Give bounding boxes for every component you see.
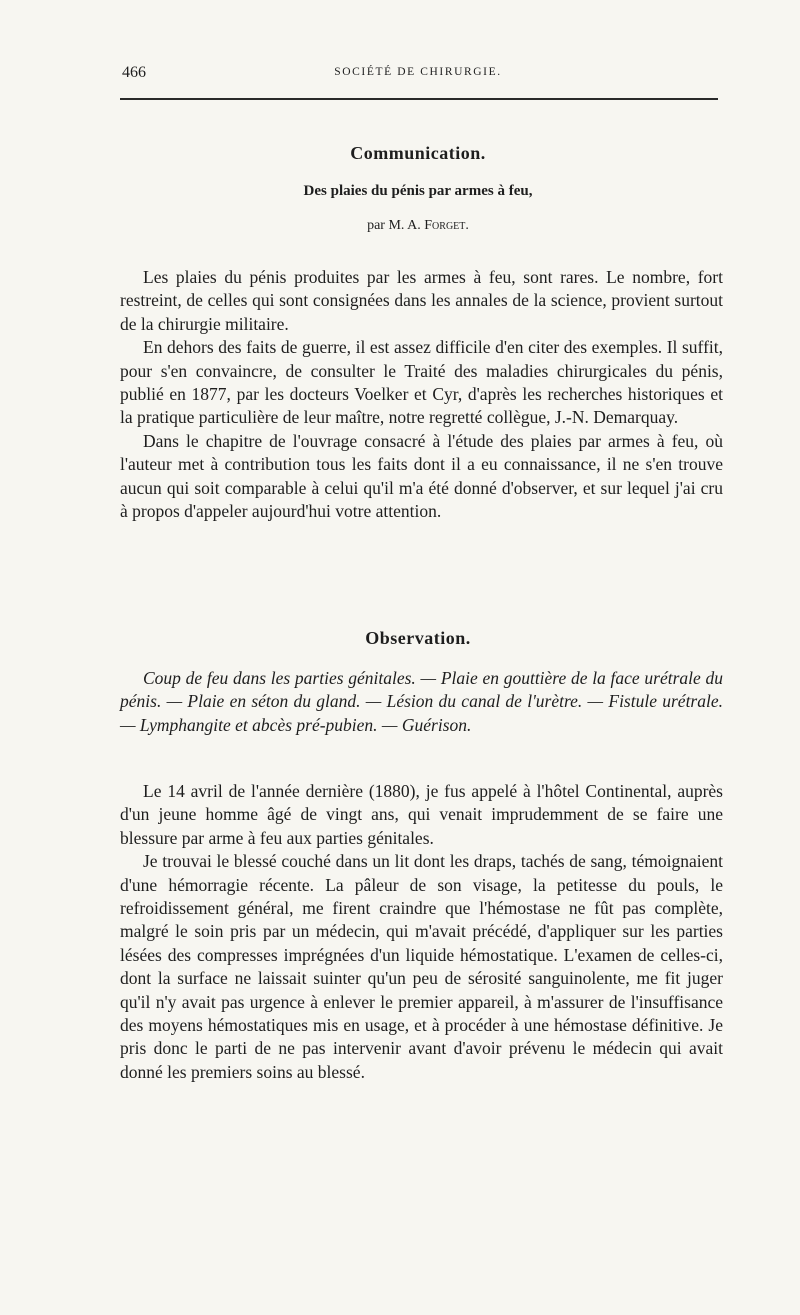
intro-paragraph-3: Dans le chapitre de l'ouvrage consacré à l'étude des plaies par armes à feu, où l'auteur met à contribution tous les faits dont il a eu connaissance, il ne s'en trouve aucun qui soit comparable à celui qu'il m'a été donné d'observer, et sur lequel j'ai cru à propos d'appeler aujourd'hui votre attention. bbox=[120, 430, 723, 522]
observation-summary: Coup de feu dans les parties génitales. — Plaie en gouttière de la face urétrale du pénis. — Plaie en séton du gland. — Lésion du canal de l'urètre. — Fistule urétrale. — Lymphangite et abcès pré-pubien. — Guérison. bbox=[120, 668, 723, 735]
observation-paragraph-1: Le 14 avril de l'année dernière (1880), je fus appelé à l'hôtel Continental, auprès d'un jeune homme âgé de vingt ans, qui venait imprudemment de se faire une blessure par arme à feu aux parties génitales. bbox=[120, 781, 723, 848]
observation-paragraph-2: Je trouvai le blessé couché dans un lit dont les draps, tachés de sang, témoignaient d'une hémorragie récente. La pâleur de son visage, la petitesse du pouls, le refroidissement général, me firent craindre que l'hémostase ne fût pas complète, malgré le soin pris par un médecin, qui m'avait précédé, d'appliquer sur les parties lésées des compresses imprégnées d'un liquide hémostatique. L'examen de celles-ci, dont la surface ne laissait suinter qu'un peu de sérosité sanguinolente, me fit juger qu'il n'y avait pas urgence à enlever le premier appareil, à m'assurer de l'insuffisance des moyens hémostatiques mis en usage, et à procéder à une hémostase définitive. Je pris donc le parti de ne pas intervenir avant d'avoir prévenu le médecin qui avait donné les premiers soins au blessé. bbox=[120, 851, 723, 1082]
observation-heading: Observation. bbox=[365, 628, 471, 648]
observation-summary-block bbox=[120, 667, 723, 737]
communication-heading: Communication. bbox=[350, 143, 486, 163]
header-rule bbox=[120, 98, 718, 100]
byline bbox=[118, 218, 718, 234]
intro-text bbox=[120, 266, 723, 523]
intro-paragraph-2: En dehors des faits de guerre, il est assez difficile d'en citer des exemples. Il suffit, pour s'en convaincre, de consulter le Traité des maladies chirurgicales du pénis, publié en 1877, par les docteurs Voelker et Cyr, d'après les recherches historiques et la pratique particulière de leur maître, notre regretté collègue, J.-N. Demarquay. bbox=[120, 337, 723, 428]
page-number: 466 bbox=[122, 64, 146, 81]
byline-prefix: par bbox=[367, 218, 385, 233]
article-title: Des plaies du pénis par armes à feu, bbox=[303, 183, 533, 199]
journal-title: SOCIÉTÉ DE CHIRURGIE. bbox=[334, 66, 502, 78]
running-header bbox=[118, 62, 718, 86]
intro-paragraph-1: Les plaies du pénis produites par les armes à feu, sont rares. Le nombre, fort restreint, de celles qui sont consignées dans les annales de la science, provient surtout de la chirurgie militaire. bbox=[120, 267, 723, 334]
observation-text bbox=[120, 780, 723, 1084]
author-name: M. A. Forget. bbox=[388, 218, 469, 233]
